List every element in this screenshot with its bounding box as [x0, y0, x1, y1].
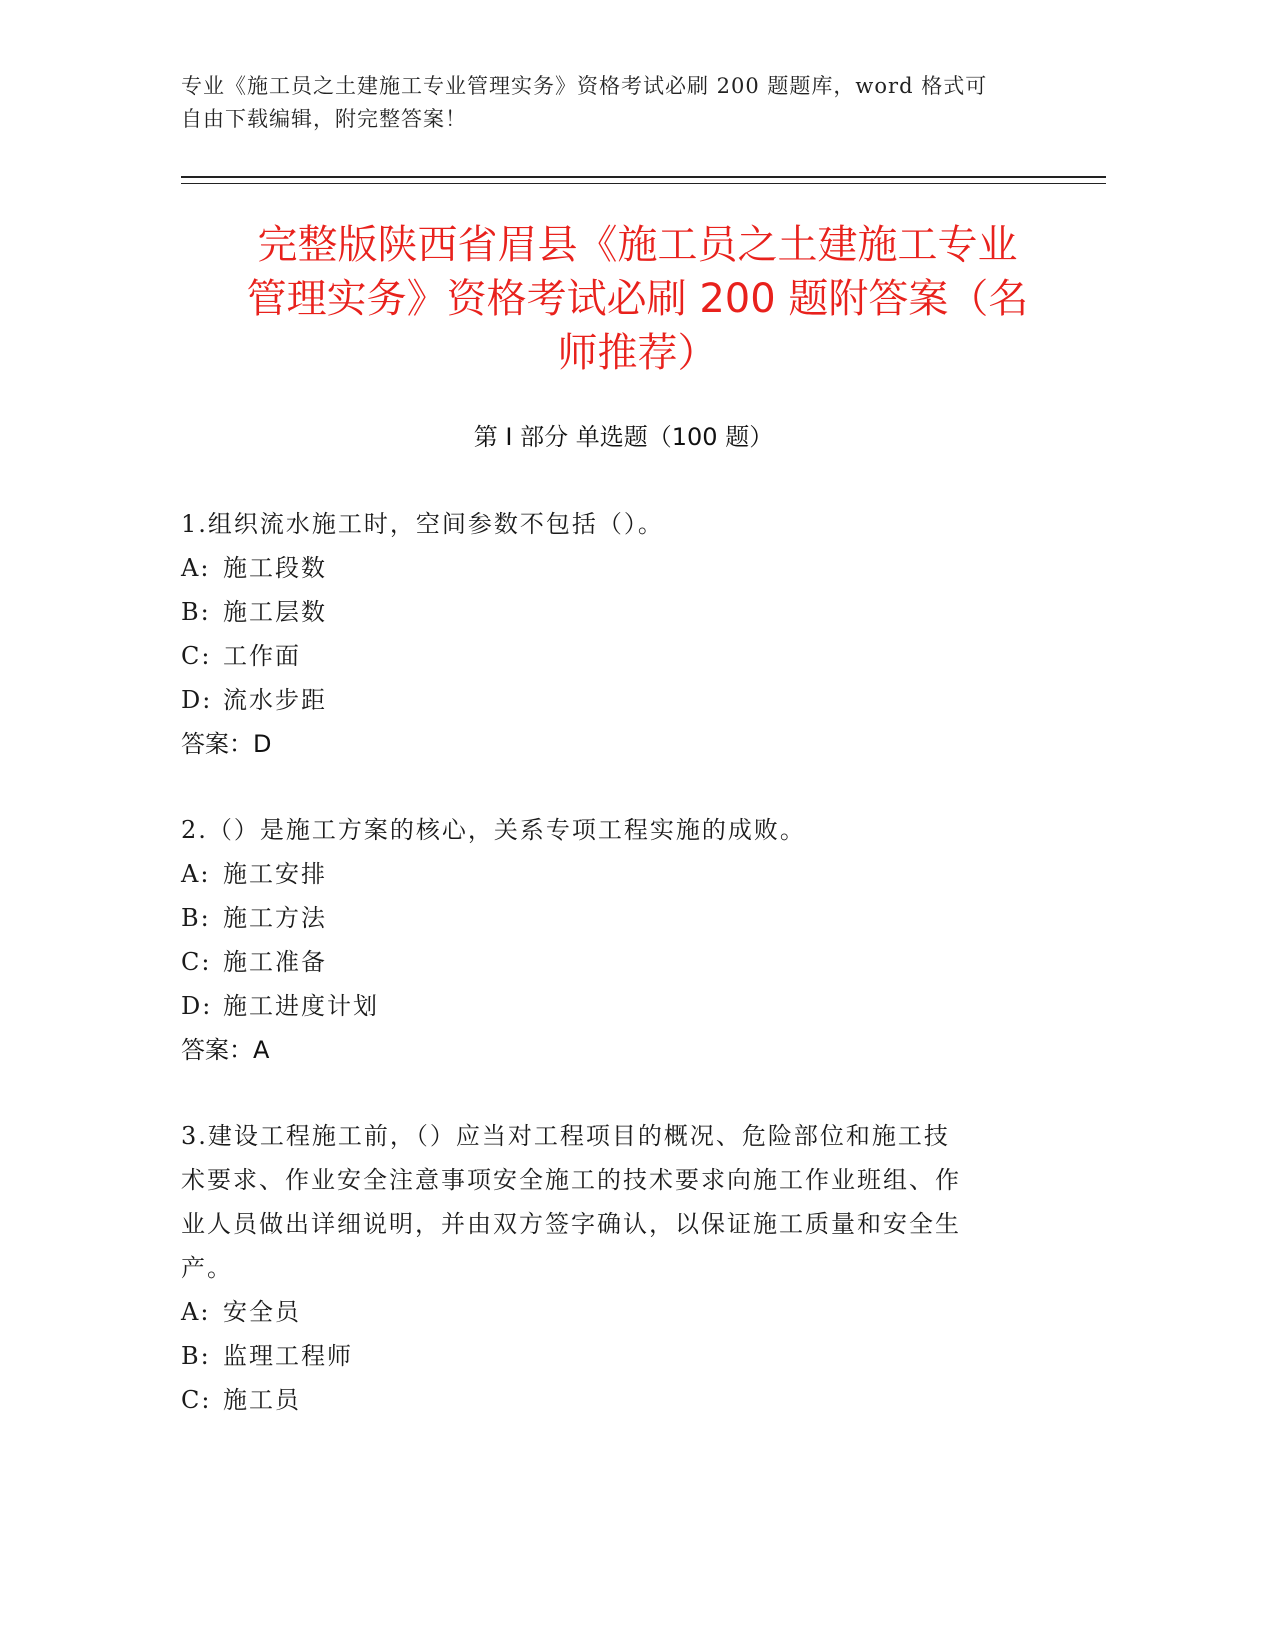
option-b [181, 1334, 1031, 1378]
option-text: 施工准备 [223, 948, 327, 976]
option-c [181, 634, 1031, 678]
option-text: 安全员 [223, 1298, 301, 1326]
document-title-line-1: 完整版陕西省眉县《施工员之土建施工专业 [257, 222, 1018, 268]
option-a [181, 1290, 1031, 1334]
option-text: 施工安排 [223, 860, 327, 888]
header-note [181, 70, 1061, 136]
question-3 [181, 1114, 1031, 1422]
option-a [181, 852, 1031, 896]
answer: 答案：D [181, 730, 272, 758]
question-stem-line-4: 产。 [181, 1254, 233, 1282]
option-b [181, 896, 1031, 940]
option-text: 监理工程师 [223, 1342, 353, 1370]
option-text: 流水步距 [223, 686, 327, 714]
option-key: D: [181, 992, 213, 1020]
question-stem: 1.组织流水施工时，空间参数不包括（）。 [181, 510, 664, 538]
answer: 答案：A [181, 1036, 270, 1064]
document-title-line-3: 师推荐） [557, 330, 718, 376]
option-text: 施工层数 [223, 598, 327, 626]
option-key: B: [181, 904, 211, 932]
question-1 [181, 502, 1031, 766]
question-stem-line-1: 3.建设工程施工前，（）应当对工程项目的概况、危险部位和施工技 [181, 1122, 950, 1150]
question-stem: 2.（）是施工方案的核心，关系专项工程实施的成败。 [181, 816, 806, 844]
header-divider-thick [181, 176, 1106, 178]
header-note-line-1: 专业《施工员之土建施工专业管理实务》资格考试必刷 200 题题库，word 格式可 [181, 74, 988, 98]
option-key: A: [181, 1298, 211, 1326]
document-title [150, 218, 1125, 380]
header-note-line-2: 自由下载编辑，附完整答案！ [181, 107, 467, 131]
option-key: C: [181, 948, 212, 976]
option-c [181, 1378, 1031, 1422]
option-d [181, 678, 1031, 722]
question-2 [181, 808, 1031, 1072]
option-a [181, 546, 1031, 590]
option-d [181, 984, 1031, 1028]
option-text: 施工进度计划 [223, 992, 379, 1020]
option-text: 施工方法 [223, 904, 327, 932]
option-key: B: [181, 1342, 211, 1370]
option-key: A: [181, 860, 211, 888]
option-key: D: [181, 686, 213, 714]
option-c [181, 940, 1031, 984]
question-stem-line-2: 术要求、作业安全注意事项安全施工的技术要求向施工作业班组、作 [181, 1166, 961, 1194]
option-text: 施工段数 [223, 554, 327, 582]
header-divider-thin [181, 183, 1106, 184]
option-b [181, 590, 1031, 634]
option-key: B: [181, 598, 211, 626]
option-key: C: [181, 1386, 212, 1414]
option-text: 工作面 [223, 642, 301, 670]
option-key: A: [181, 554, 211, 582]
question-stem-line-3: 业人员做出详细说明，并由双方签字确认，以保证施工质量和安全生 [181, 1210, 961, 1238]
option-text: 施工员 [223, 1386, 301, 1414]
section-title: 第 I 部分 单选题（100 题） [473, 423, 774, 451]
option-key: C: [181, 642, 212, 670]
document-title-line-2: 管理实务》资格考试必刷 200 题附答案（名 [246, 276, 1029, 322]
